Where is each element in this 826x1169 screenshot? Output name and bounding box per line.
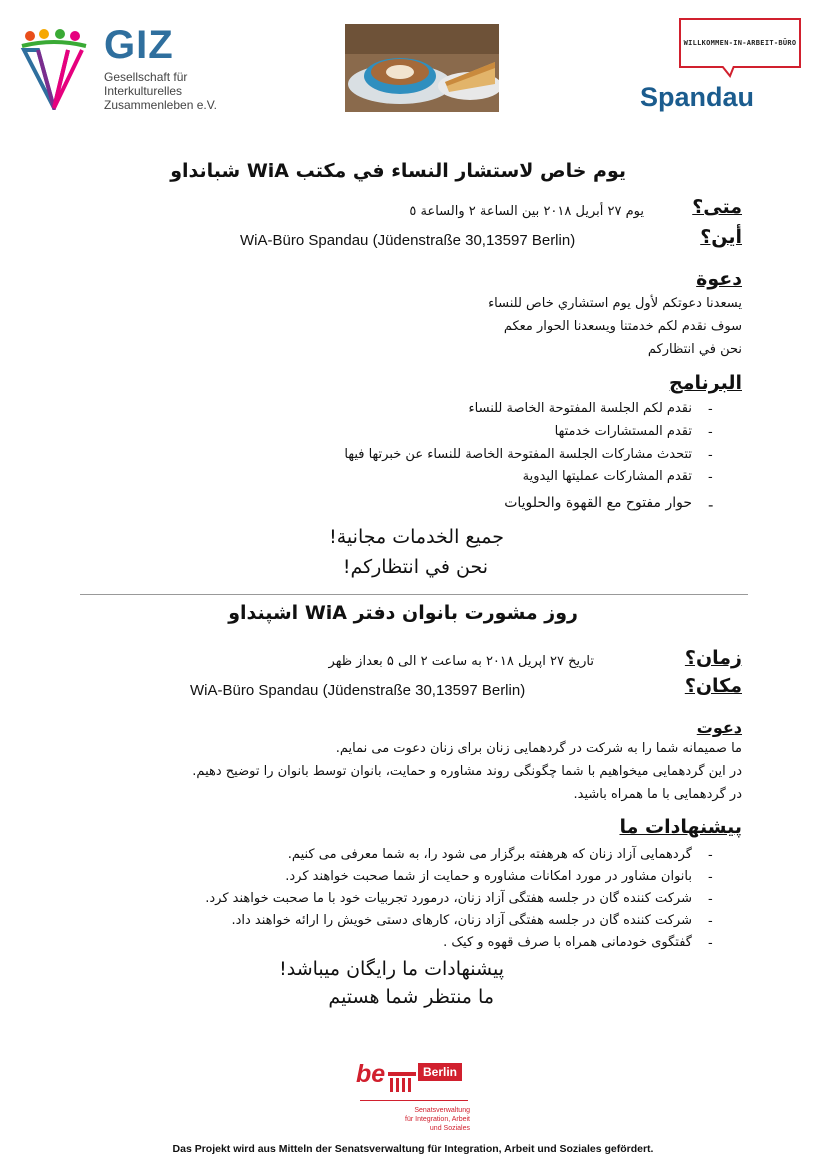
- senat-line-text: für Integration, Arbeit: [405, 1116, 470, 1123]
- arabic-free-line: جميع الخدمات مجانية!: [329, 526, 504, 548]
- list-dash: -: [708, 870, 713, 885]
- coffee-cake-photo: [345, 24, 499, 112]
- persian-where-value: WiA-Büro Spandau (Jüdenstraße 30,13597 Berlin): [190, 682, 526, 699]
- wia-logo-text: WILLKOMMEN-IN-ARBEIT-BÜRO: [683, 39, 797, 47]
- persian-when-value: تاریخ ۲۷ اپریل ۲۰۱۸ به ساعت ۲ الی ۵ بعداز ظهر: [328, 654, 594, 669]
- arabic-when-label: متى؟: [692, 196, 742, 218]
- giz-people-icon: [20, 28, 90, 110]
- brandenburg-gate-icon: [388, 1072, 416, 1092]
- section-divider: [80, 594, 748, 595]
- persian-invite-label: دعوت: [696, 718, 742, 737]
- senat-divider: [360, 1100, 468, 1101]
- arabic-invite-label: دعوة: [696, 268, 742, 290]
- persian-free-line: پیشنهادات ما رایگان میباشد!: [279, 958, 504, 980]
- senat-line-text: Senatsverwaltung: [414, 1107, 470, 1114]
- arabic-where-value: WiA-Büro Spandau (Jüdenstraße 30,13597 Berlin): [240, 232, 576, 249]
- arabic-invite-line: سوف نقدم لكم خدمتنا ويسعدنا الحوار معكم: [503, 319, 742, 334]
- senat-line-text: und Soziales: [429, 1125, 470, 1132]
- persian-offers-label: پیشنهادات ما: [619, 816, 742, 838]
- list-dash: -: [708, 402, 713, 417]
- arabic-invite-line: نحن في انتظاركم: [647, 342, 742, 357]
- arabic-program-item: نقدم لكم الجلسة المفتوحة الخاصة للنساء: [468, 401, 692, 416]
- arabic-where-label: أين؟: [700, 226, 742, 248]
- giz-title: GIZ: [104, 23, 174, 67]
- persian-where-label: مکان؟: [684, 675, 742, 697]
- persian-offer-item: شرکت کننده گان در جلسه هفتگی آزاد زنان، درمورد تجربیات خود با ما صحبت خواهند کرد.: [205, 891, 692, 906]
- arabic-program-item: حوار مفتوح مع القهوة والحلويات: [504, 495, 692, 511]
- spandau-logo: Spandau: [640, 82, 755, 112]
- arabic-when-value: يوم ٢٧ أبريل ٢٠١٨ بين الساعة ٢ والساعة ٥: [409, 204, 644, 219]
- persian-offer-item: شرکت کننده گان در جلسه هفتگی آزاد زنان، کارهای دستی خویش را ارائه خواهند داد.: [231, 913, 692, 928]
- arabic-program-item: تقدم المشاركات عمليتها اليدوية: [522, 469, 692, 484]
- giz-line: Zusammenleben e.V.: [104, 98, 217, 112]
- arabic-title: يوم خاص لاستشار النساء في مكتب WiA شبانداو: [170, 160, 626, 182]
- arabic-program-item: تقدم المستشارات خدمتها: [554, 424, 692, 439]
- persian-offer-item: گردهمایی آزاد زنان که هرهفته برگزار می شود را، به شما معرفی می کنیم.: [287, 847, 692, 862]
- persian-title: روز مشورت بانوان دفتر WiA اشپنداو: [228, 602, 578, 624]
- list-dash: -: [708, 936, 713, 951]
- persian-when-label: زمان؟: [684, 647, 742, 669]
- persian-invite-line: ما صمیمانه شما را به شرکت در گردهمایی زنان برای زنان دعوت می نمایم.: [335, 741, 742, 756]
- senat-name: [380, 1106, 470, 1133]
- persian-invite-line: در این گردهمایی میخواهیم با شما چگونگی روند مشاوره و حمایت، بانوان توسط بانوان را توضیح دهیم.: [192, 764, 742, 779]
- persian-offer-item: بانوان مشاور در مورد امکانات مشاوره و حمایت از شما صحبت خواهند کرد.: [285, 869, 692, 884]
- persian-invite-line: در گردهمایی با ما همراه باشید.: [573, 787, 742, 802]
- giz-logo: [20, 24, 220, 114]
- arabic-wait-line: نحن في انتظاركم!: [342, 556, 488, 578]
- list-dash: -: [708, 425, 713, 440]
- arabic-invite-line: يسعدنا دعوتكم لأول يوم استشاري خاص للنساء: [488, 296, 742, 311]
- list-dash: -: [708, 914, 713, 929]
- list-dash: -: [708, 470, 713, 485]
- be-berlin-logo-be: be: [356, 1060, 386, 1088]
- list-dash: -: [708, 496, 714, 514]
- arabic-program-item: تتحدث مشاركات الجلسة المفتوحة الخاصة للنساء عن خبرتها فيها: [344, 447, 692, 462]
- speech-tail-icon: [720, 66, 744, 78]
- persian-offer-item: گفتگوی خودمانی همراه با صرف قهوه و کیک .: [443, 935, 692, 950]
- arabic-program-label: البرنامج: [669, 372, 742, 394]
- be-berlin-logo-berlin: Berlin: [418, 1063, 462, 1081]
- list-dash: -: [708, 848, 713, 863]
- persian-wait-line: ما منتظر شما هستیم: [328, 986, 494, 1008]
- giz-line: Interkulturelles: [104, 84, 183, 98]
- funding-note: Das Projekt wird aus Mitteln der Senatsverwaltung für Integration, Arbeit und Soziales gefördert.: [172, 1143, 654, 1155]
- list-dash: -: [708, 448, 713, 463]
- wia-logo: [679, 18, 801, 68]
- list-dash: -: [708, 892, 713, 907]
- giz-line: Gesellschaft für: [104, 70, 188, 84]
